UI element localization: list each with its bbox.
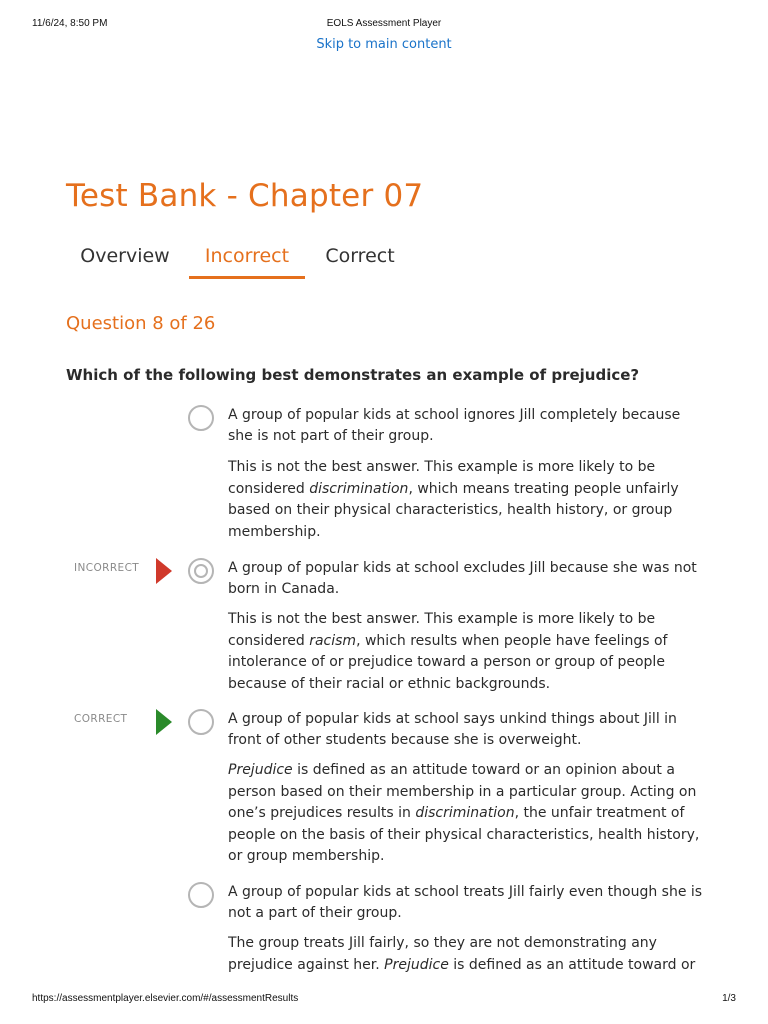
correct-arrow-icon [156,709,172,735]
rationale-1 [228,457,706,543]
answer-radio-1[interactable] [188,405,214,431]
rationale-emphasis: Prejudice [228,762,293,778]
tab-correct[interactable]: Correct [325,245,395,267]
page-title: Test Bank - Chapter 07 [66,178,424,214]
question-text: Which of the following best demonstrates an example of prejudice? [66,366,640,384]
incorrect-label: INCORRECT [74,562,140,574]
answer-text-2: A group of popular kids at school excludes Jill because she was not born in Canada. [228,560,697,597]
rationale-segment: This is not the best answer. This example is more likely to be considered [228,459,656,497]
print-title: EOLS Assessment Player [326,18,442,29]
answer-text-4: A group of popular kids at school treats Jill fairly even though she is not a part of their group. [228,884,703,921]
question-counter: Question 8 of 26 [66,313,216,334]
rationale-segment: , the unfair treatment of people on the basis of their physical characteristics, health history, or group membership. [228,805,700,864]
rationale-emphasis: discrimination [415,805,515,821]
rationale-segment: The group treats Jill fairly, so they are not demonstrating any prejudice against her. [228,935,657,973]
rationale-segment: , which means treating people unfairly based on their physical characteristics, health history, or group membership. [228,480,679,540]
rationale-emphasis: Prejudice [384,956,449,973]
rationale-emphasis: racism [309,632,357,649]
print-date: 11/6/24, 8:50 PM [32,18,108,29]
rationale-segment: , which results when people have feelings of intolerance of or prejudice toward a person or group of people because of their racial or ethnic backgrounds. [228,632,668,692]
rationale-emphasis: discrimination [309,480,409,497]
incorrect-arrow-icon [156,558,172,584]
print-url: https://assessmentplayer.elsevier.com/#/assessmentResults [32,993,299,1004]
print-page-number: 1/3 [722,993,736,1004]
rationale-2 [228,609,706,695]
rationale-segment: is defined as an attitude toward or an opinion about a person based on their membership in a particular group. Acting on one’s prejudices results in [228,762,697,821]
print-footer [0,993,768,1007]
tab-incorrect[interactable]: Incorrect [189,236,305,279]
rationale-segment: is defined as an attitude toward or [448,956,696,973]
answer-radio-4[interactable] [188,882,214,908]
correct-label: CORRECT [74,713,128,725]
answer-text-3: A group of popular kids at school says unkind things about Jill in front of other students because she is overweight. [228,711,677,748]
tab-overview[interactable]: Overview [80,245,170,267]
answer-radio-2[interactable] [188,558,214,584]
rationale-4 [228,933,706,973]
skip-to-main-link[interactable]: Skip to main content [316,37,452,52]
answer-text-1: A group of popular kids at school ignores Jill completely because she is not part of their group. [228,407,681,444]
rationale-segment: This is not the best answer. This example is more likely to be considered [228,611,656,649]
rationale-3 [228,760,706,868]
print-header [0,18,768,32]
answer-radio-3[interactable] [188,709,214,735]
